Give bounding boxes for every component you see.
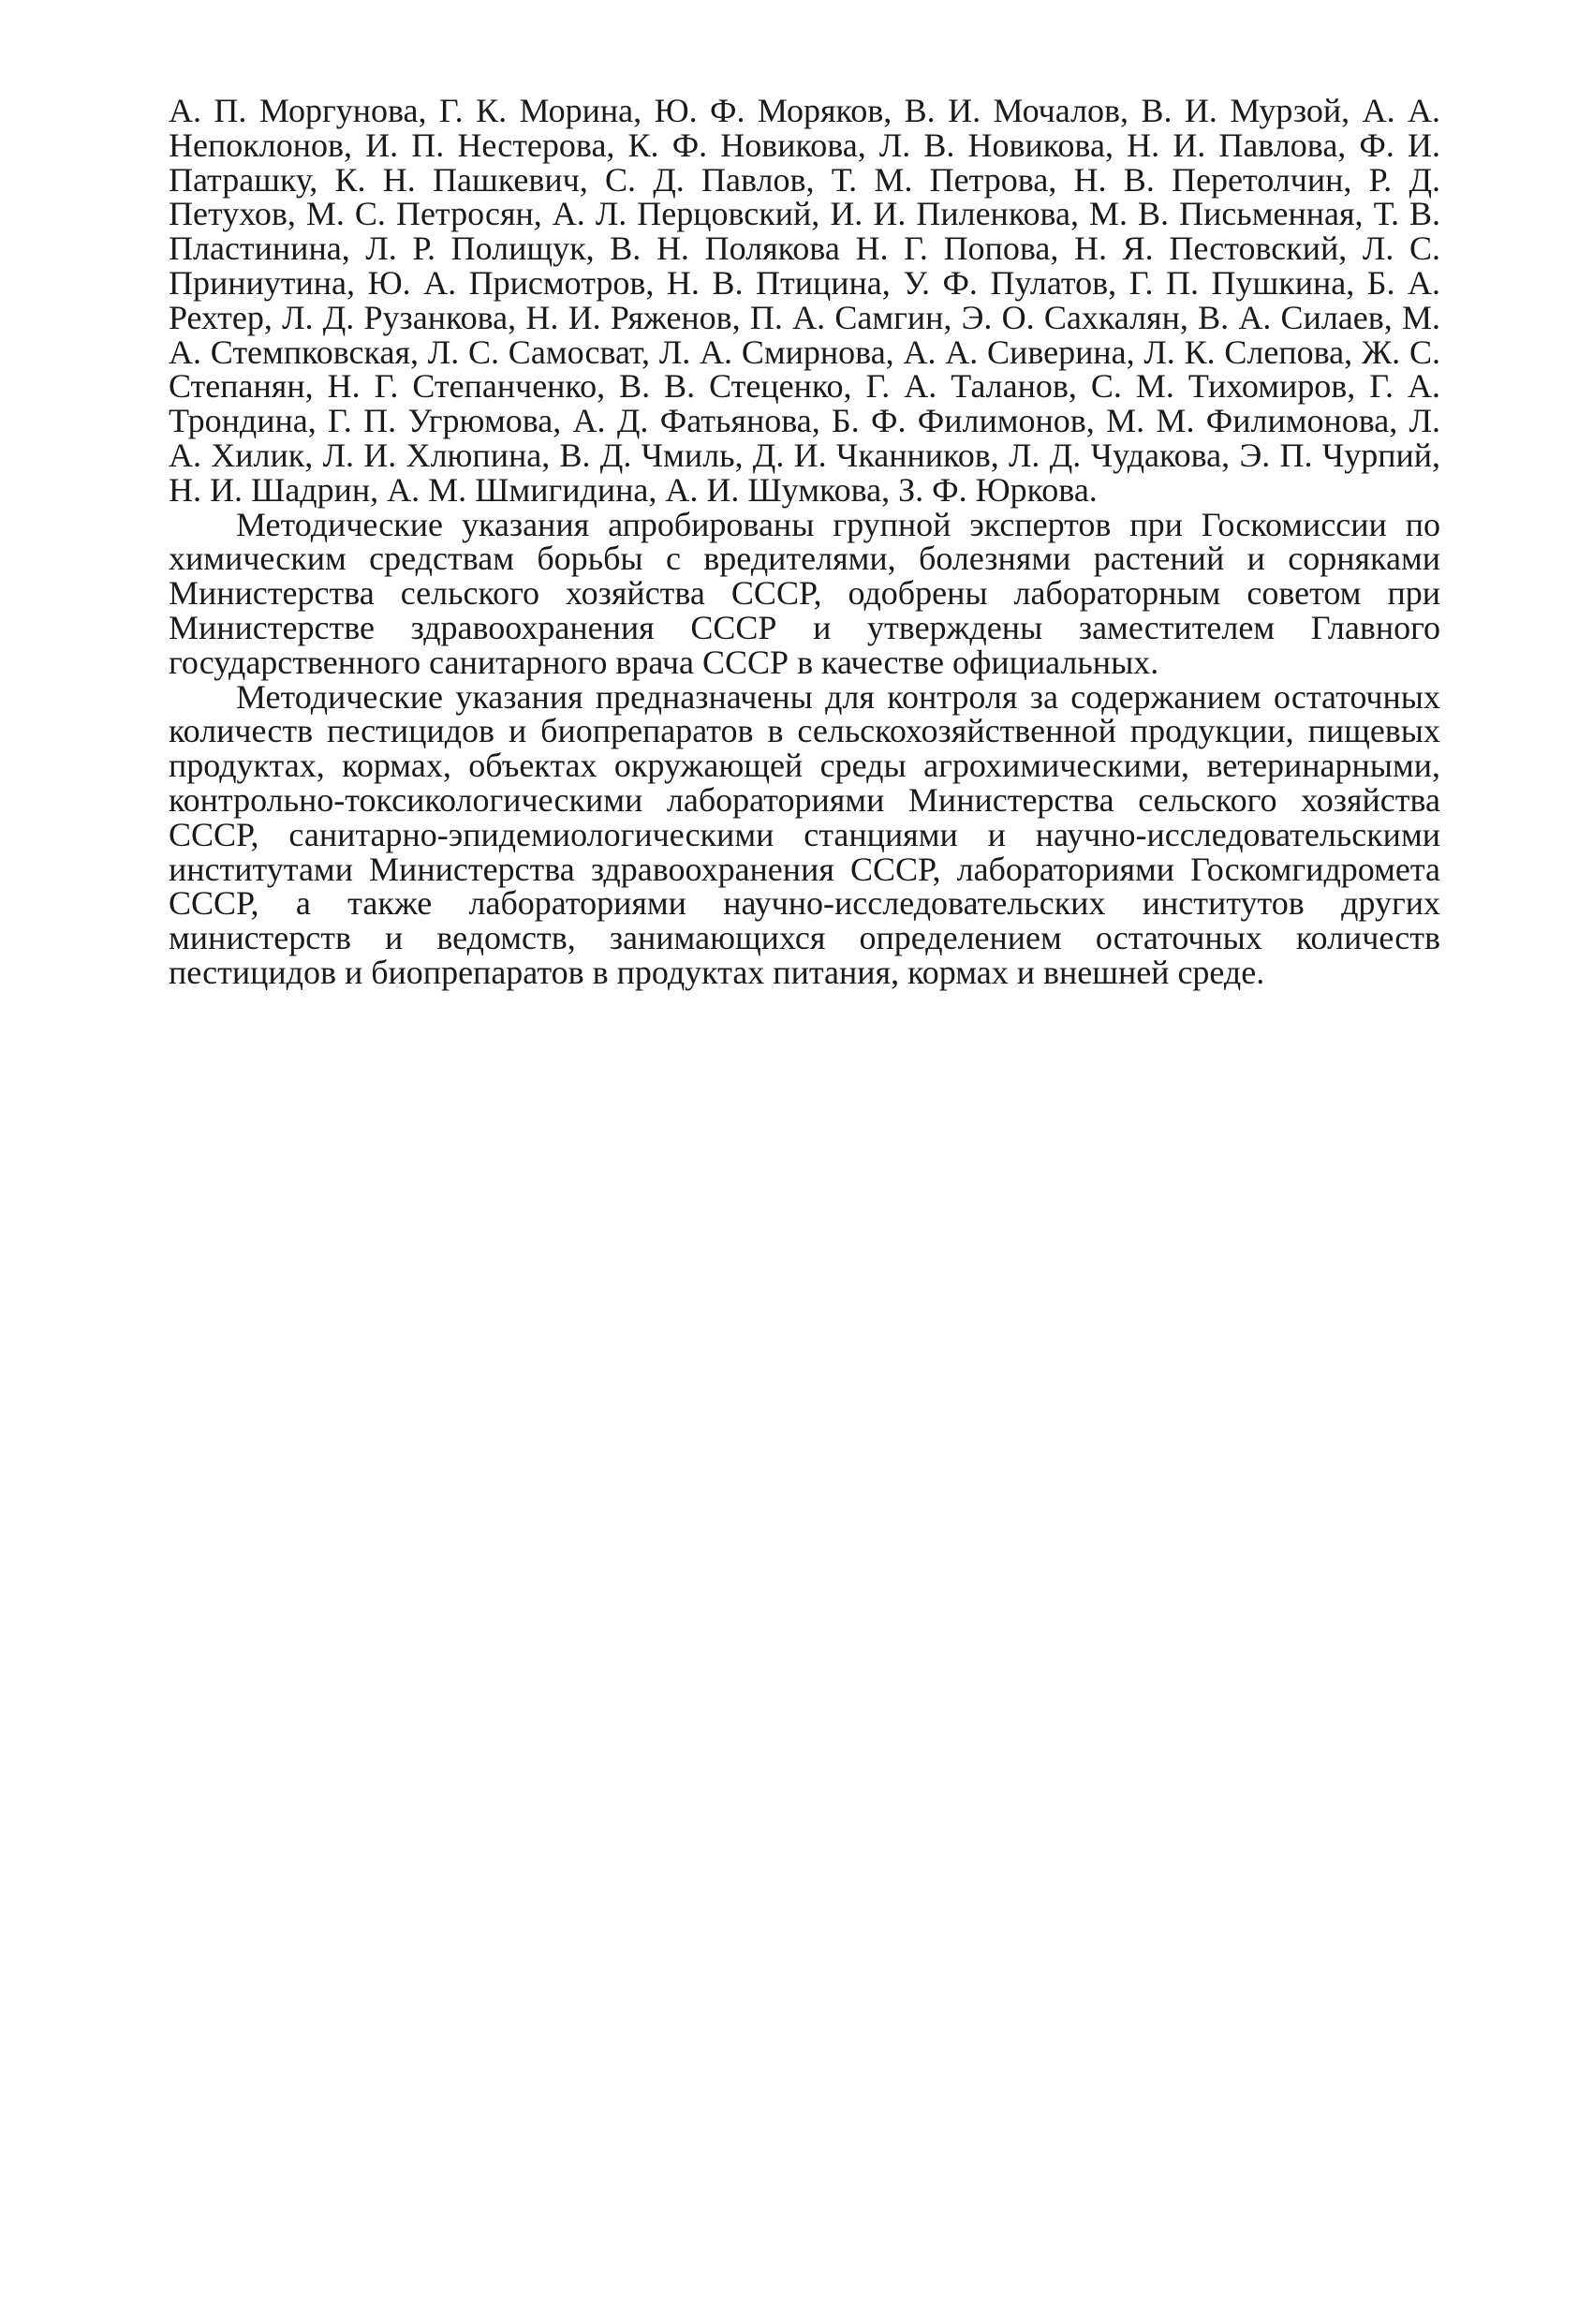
names-paragraph: А. П. Моргунова, Г. К. Морина, Ю. Ф. Моряков, В. И. Мочалов, В. И. Мурзой, А. А. Непоклонов, И. П. Нестерова, К. Ф. Новикова, Л. В. Новикова, Н. И. Павлова, Ф. И. Патрашку, К. Н. Пашкевич, С. Д. Павлов, Т. М. Петрова, Н. В. Перетолчин, Р. Д. Петухов, М. С. Петросян, А. Л. Перцовский, И. И. Пиленкова, М. В. Письменная, Т. В. Пластинина, Л. Р. Полищук, В. Н. Полякова Н. Г. Попова, Н. Я. Пестовский, Л. С. Приниутина, Ю. А. Присмотров, Н. В. Птицина, У. Ф. Пулатов, Г. П. Пушкина, Б. А. Рехтер, Л. Д. Рузанкова, Н. И. Ряженов, П. А. Самгин, Э. О. Сахкалян, В. А. Силаев, М. А. Стемпковская, Л. С. Самосват, Л. А. Смирнова, А. А. Сиверина, Л. К. Слепова, Ж. С. Степанян, Н. Г. Степанченко, В. В. Стеценко, Г. А. Таланов, С. М. Тихомиров, Г. А. Трондина, Г. П. Угрюмова, А. Д. Фатьянова, Б. Ф. Филимонов, М. М. Филимонова, Л. А. Хилик, Л. И. Хлюпина, В. Д. Чмиль, Д. И. Чканников, Л. Д. Чудакова, Э. П. Чурпий, Н. И. Шадрин, А. М. Шмигидина, А. И. Шумкова, З. Ф. Юркова. [169, 92, 1440, 509]
approval-paragraph: Методические указания апробированы групной экспертов при Госкомиссии по химическим средствам борьбы с вредителями, болезнями растений и сорняками Министерства сельского хозяйства СССР, одобрены лабораторным советом при Министерстве здравоохранения СССР и утверждены заместителем Главного государственного санитарного врача СССР в качестве официальных. [169, 505, 1440, 681]
document-body [169, 94, 1440, 990]
purpose-paragraph: Методические указания предназначены для контроля за содержанием остаточных количеств пестицидов и биопрепаратов в сельскохозяйственной продукции, пищевых продуктах, кормах, объектах окружающей среды агрохимическими, ветеринарными, контрольно-токсикологическими лабораториями Министерства сельского хозяйства СССР, санитарно-эпидемиологическими станциями и научно-исследовательскими институтами Министерства здравоохранения СССР, лабораториями Госкомгидромета СССР, а также лабораториями научно-исследовательских институтов других министерств и ведомств, занимающихся определением остаточных количеств пестицидов и биопрепаратов в продуктах питания, кормах и внешней среде. [169, 677, 1440, 991]
